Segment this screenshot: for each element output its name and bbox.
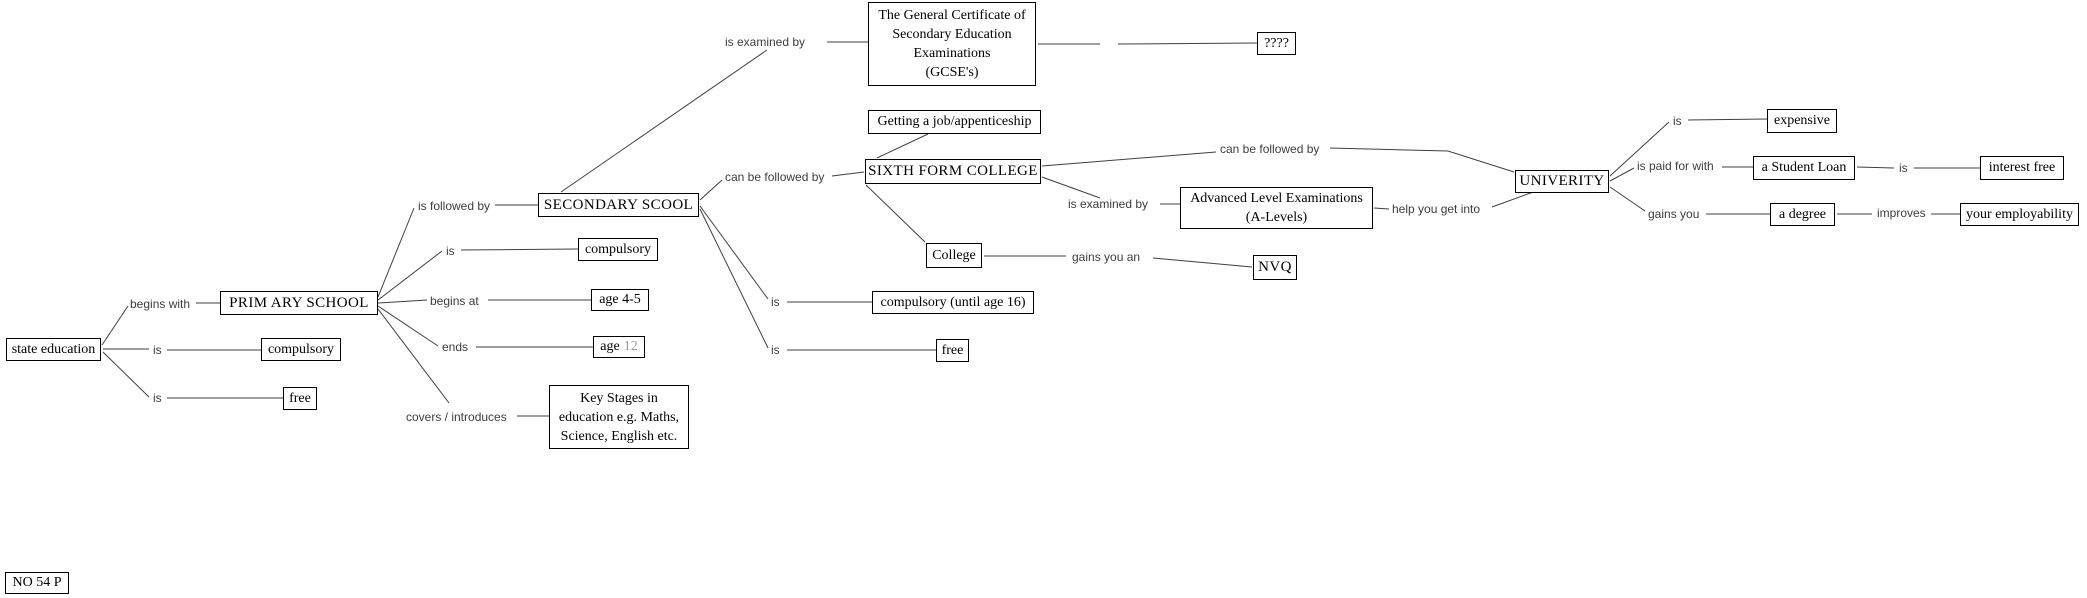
age-12-prefix: age [600, 339, 620, 354]
node-a-levels [1180, 187, 1373, 229]
node-getting-job: Getting a job/appenticeship [868, 110, 1041, 134]
gcse-line-1: The General Certificate of [878, 8, 1026, 23]
node-state-education: state education [6, 338, 101, 361]
edge-label-is-examined-by-gcse: is examined by [725, 35, 806, 49]
node-student-loan: a Student Loan [1753, 156, 1855, 180]
node-key-stages [549, 385, 689, 449]
edge-label-gains-you-an: gains you an [1072, 250, 1141, 264]
node-compulsory-primary: compulsory [578, 238, 658, 261]
edge-label-is-state-free: is [153, 391, 162, 405]
key-stages-line-3: Science, English etc. [560, 428, 678, 444]
edge-label-begins-at: begins at [430, 294, 479, 308]
node-question-marks: ???? [1257, 32, 1296, 55]
edge-label-is-primary-compulsory: is [446, 244, 455, 258]
edge-label-is-interest-free: is [1899, 161, 1908, 175]
gcse-line-2: Secondary Education [892, 27, 1012, 42]
edge-label-ends: ends [442, 340, 469, 354]
edge-label-is-secondary-free: is [771, 343, 780, 357]
a-levels-line-1: Advanced Level Examinations [1190, 191, 1363, 206]
node-your-employability: your employability [1960, 203, 2079, 226]
node-compulsory-state: compulsory [261, 338, 341, 361]
node-university: UNIVERITY [1515, 170, 1609, 193]
node-free-secondary: free [936, 339, 969, 362]
age-12-digits: 12 [623, 339, 638, 354]
gcse-line-4: (GCSE's) [925, 65, 979, 80]
node-a-degree: a degree [1770, 203, 1835, 226]
node-nvq: NVQ [1253, 255, 1297, 280]
node-expensive: expensive [1767, 109, 1837, 133]
node-sixth-form-college: SIXTH FORM COLLEGE [865, 159, 1041, 184]
node-primary-school: PRIM ARY SCHOOL [220, 291, 378, 315]
edge-label-begins-with: begins with [130, 297, 191, 311]
edge-label-is-expensive: is [1673, 114, 1682, 128]
key-stages-line-1: Key Stages in [580, 390, 658, 406]
node-interest-free: interest free [1980, 156, 2064, 180]
edge-label-can-be-followed-by-1: can be followed by [725, 170, 825, 184]
node-age-12 [593, 336, 645, 358]
edge-label-help-you-get-into: help you get into [1392, 202, 1481, 216]
edge-label-gains-you: gains you [1648, 207, 1700, 221]
gcse-line-3: Examinations [913, 46, 991, 61]
node-free-state: free [283, 387, 317, 410]
node-secondary-school: SECONDARY SCOOL [538, 193, 699, 217]
a-levels-line-2: (A-Levels) [1245, 210, 1308, 225]
node-compulsory-until-16: compulsory (until age 16) [872, 291, 1034, 314]
edge-label-improves: improves [1877, 206, 1926, 220]
edge-label-is-followed-by: is followed by [418, 199, 491, 213]
edge-label-is-secondary-compulsory: is [771, 295, 780, 309]
edge-label-is-examined-by-alevels: is examined by [1068, 197, 1149, 211]
edge-label-can-be-followed-by-2: can be followed by [1220, 142, 1320, 156]
edge-label-covers-introduces: covers / introduces [406, 410, 507, 424]
edge-label-is-paid-for-with: is paid for with [1637, 159, 1714, 173]
page-note-box: NO 54 P [5, 572, 69, 594]
edge-label-is-state-compulsory: is [153, 343, 162, 357]
node-gcse [868, 2, 1036, 86]
key-stages-line-2: education e.g. Maths, [558, 409, 680, 425]
node-age-4-5: age 4-5 [591, 289, 649, 311]
node-college: College [926, 243, 982, 268]
